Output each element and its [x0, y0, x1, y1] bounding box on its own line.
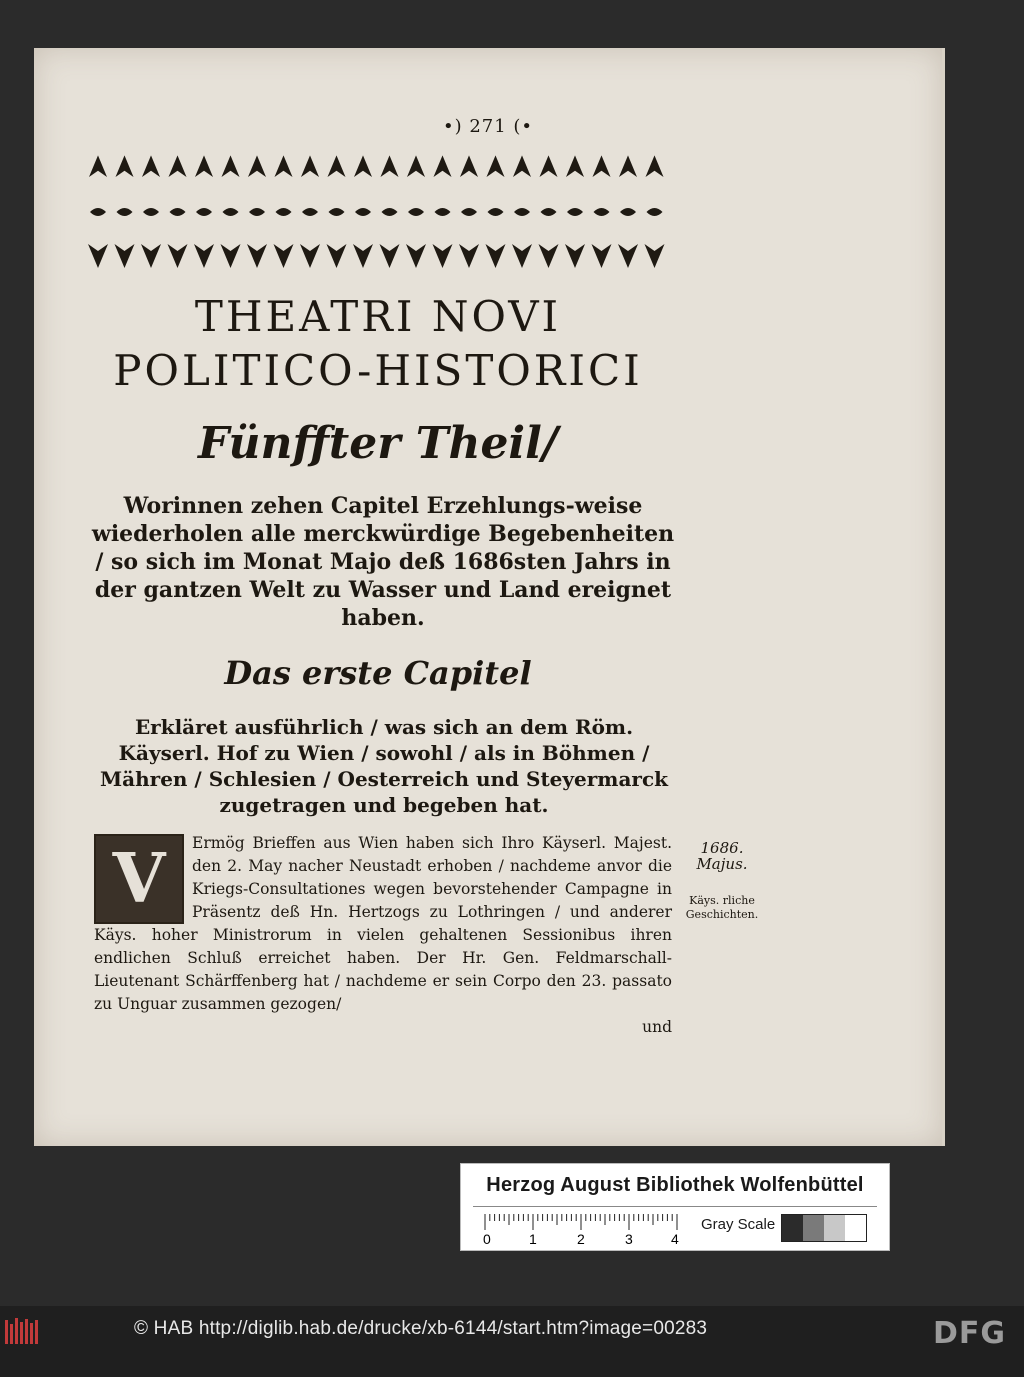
page-number: •) 271 (•: [442, 116, 534, 137]
ornament-fleuron: [300, 244, 320, 268]
ornament-fleuron: [618, 244, 638, 268]
ornament-fleuron: [434, 155, 452, 177]
ornament-fleuron: [169, 155, 187, 177]
ornament-fleuron: [488, 208, 504, 216]
ornament-fleuron: [567, 208, 583, 216]
margin-note: Käys. rliche Geschichten.: [685, 894, 759, 921]
ornament-fleuron: [512, 244, 532, 268]
ornament-fleuron: [619, 155, 637, 177]
ornament-fleuron: [328, 155, 346, 177]
ornament-fleuron: [196, 208, 212, 216]
ruler-mark-0: 0: [483, 1231, 491, 1246]
ornament-fleuron: [221, 244, 241, 268]
ornament-fleuron: [565, 244, 585, 268]
ornament-fleuron: [222, 155, 240, 177]
scanned-page: [34, 48, 945, 1146]
chapter-summary: Erkläret ausführlich / was sich an dem Röm. Käyserl. Hof zu Wien / sowohl / als in Böhmen / Mähren / Schlesien / Oesterreich und Steyermarck zugetragen und begeben hat.: [100, 715, 668, 817]
ornament-fleuron: [380, 244, 400, 268]
ornament-fleuron: [646, 155, 664, 177]
title-line-1: THEATRI NOVI: [194, 292, 562, 341]
ornament-fleuron: [620, 208, 636, 216]
ornament-fleuron: [274, 244, 294, 268]
subtitle: Worinnen zehen Capitel Erzehlungs-weise wiederholen alle merckwürdige Begebenheiten / so sich im Monat Majo deß 1686sten Jahrs in der gantzen Welt zu Wasser und Land ereignet haben.: [91, 493, 675, 631]
ornament-fleuron: [539, 244, 559, 268]
catchword: und: [642, 1018, 672, 1036]
gray-swatch: [824, 1215, 845, 1241]
ornament-fleuron: [116, 155, 134, 177]
ornament-fleuron: [566, 155, 584, 177]
ornament-fleuron: [487, 155, 505, 177]
body-paragraph: Ermög Brieffen aus Wien haben sich Ihro Käyserl. Majest. den 2. May nacher Neustadt erhoben / nachdeme anvor die Kriegs-Consultationes wegen bevorstehender Campagne in Präsentz deß Hn. Hertzogs zu Lothringen / und anderer Käys. hoher Ministrorum in vielen gehaltenen Sessionibus ihren endlichen Schluß erreichet haben. Der Hr. Gen. Feldmarschall-Lieutenant Schärffenberg hat / nachdeme er sein Corpo den 23. passato zu Unguar zusammen gezogen/: [94, 834, 672, 1013]
title-line-2: POLITICO-HISTORICI: [113, 346, 643, 395]
ornament-fleuron: [117, 208, 133, 216]
ornament-fleuron: [461, 208, 477, 216]
ornament-fleuron: [459, 244, 479, 268]
ruler-mark-1: 1: [529, 1231, 537, 1246]
ornament-fleuron: [435, 208, 451, 216]
ornament-fleuron: [170, 208, 186, 216]
ornament-fleuron: [249, 208, 265, 216]
ornament-fleuron: [327, 244, 347, 268]
label-divider: [473, 1206, 877, 1207]
gray-scale-label: Gray Scale: [701, 1216, 776, 1233]
ruler-mark-4: 4: [671, 1231, 679, 1246]
ornament-fleuron: [407, 155, 425, 177]
ornament-fleuron: [406, 244, 426, 268]
ornament-fleuron: [89, 155, 107, 177]
ornament-fleuron: [301, 155, 319, 177]
ornament-fleuron: [433, 244, 453, 268]
hab-logo-icon: [4, 1316, 42, 1348]
ornament-fleuron: [647, 208, 663, 216]
part-heading: Fünffter Theil/: [198, 418, 558, 469]
ornament-fleuron: [329, 208, 345, 216]
ornament-fleuron: [540, 155, 558, 177]
library-label: [460, 1163, 890, 1251]
ornament-fleuron: [594, 208, 610, 216]
ruler-mark-2: 2: [577, 1231, 585, 1246]
gray-scale-swatches: [781, 1214, 867, 1242]
ornament-fleuron: [88, 244, 108, 268]
ornament-fleuron: [593, 155, 611, 177]
ornament-fleuron: [275, 155, 293, 177]
ornament-fleuron: [382, 208, 398, 216]
ornament-fleuron: [645, 244, 665, 268]
ornament-fleuron: [141, 244, 161, 268]
ornament-fleuron: [408, 208, 424, 216]
ornament-fleuron: [168, 244, 188, 268]
ornament-fleuron: [541, 208, 557, 216]
gray-swatch: [803, 1215, 824, 1241]
decorated-initial: V: [94, 834, 184, 924]
ornament-fleuron: [195, 155, 213, 177]
ornament-fleuron: [513, 155, 531, 177]
ornament-fleuron: [142, 155, 160, 177]
ornament-fleuron: [460, 155, 478, 177]
ornament-fleuron: [194, 244, 214, 268]
ornament-fleuron: [355, 208, 371, 216]
footer-bar: [0, 1306, 1024, 1377]
body-text: [94, 832, 672, 1039]
ornament-fleuron: [353, 244, 373, 268]
ornament-fleuron: [143, 208, 159, 216]
ornament-fleuron: [354, 155, 372, 177]
ornament-band: [78, 150, 678, 280]
ornament-fleuron: [486, 244, 506, 268]
ornament-fleuron: [247, 244, 267, 268]
ornament-fleuron: [514, 208, 530, 216]
margin-year: 1686. Majus.: [696, 839, 748, 873]
ornament-fleuron: [90, 208, 106, 216]
copyright-url[interactable]: © HAB http://diglib.hab.de/drucke/xb-6144/start.htm?image=00283: [134, 1318, 708, 1339]
chapter-heading: Das erste Capitel: [224, 654, 532, 692]
scale-ruler: [481, 1212, 681, 1246]
ornament-fleuron: [276, 208, 292, 216]
gray-swatch: [782, 1215, 803, 1241]
ornament-fleuron: [248, 155, 266, 177]
ruler-mark-3: 3: [625, 1231, 633, 1246]
ornament-fleuron: [302, 208, 318, 216]
gray-swatch: [845, 1215, 866, 1241]
ornament-fleuron: [223, 208, 239, 216]
dfg-logo: DFG: [932, 1316, 1006, 1351]
ornament-fleuron: [592, 244, 612, 268]
ornament-fleuron: [115, 244, 135, 268]
library-name: Herzog August Bibliothek Wolfenbüttel: [486, 1174, 864, 1196]
ornament-fleuron: [381, 155, 399, 177]
